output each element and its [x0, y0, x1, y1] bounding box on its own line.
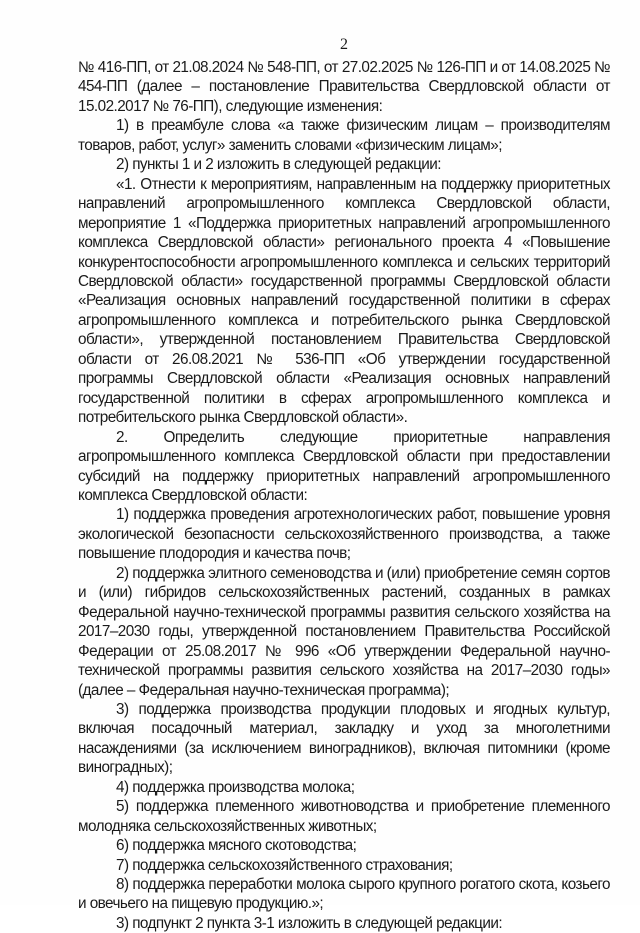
paragraph-clause-2: 2. Определить следующие приоритетные направления агропромышленного комплекса Свердловской области при предоставлении субсидий на поддержку приоритетных направлений агропромышленного комплекса Свердловской области: [78, 428, 610, 504]
list-item: 2) поддержка элитного семеноводства и (или) приобретение семян сортов и (или) гибридов сельскохозяйственных растений, созданных в рамках Федеральной научно-технической программы развития сельского хозяйства на 2017–2030 годы, утвержденной постановлением Правительства Российской Федерации от 25.08.2017 № 996 «Об утверждении Федеральной научно-технической программы развития сельского хозяйства на 2017–2030 годы» (далее – Федеральная научно-техническая программа); [78, 564, 610, 699]
paragraph-intro: № 416-ПП, от 21.08.2024 № 548-ПП, от 27.02.2025 № 126-ПП и от 14.08.2025 № 454-ПП (далее – постановление Правительства Свердловской области от 15.02.2017 № 76-ПП), следующие изменения: [78, 59, 610, 115]
list-item: 1) поддержка проведения агротехнологических работ, повышение уровня экологической безопасности сельскохозяйственного производства, а также повышение плодородия и качества почв; [78, 506, 610, 563]
paragraph-item-2-header: 2) пункты 1 и 2 изложить в следующей редакции: [116, 156, 441, 174]
paragraph-clause-1: «1. Отнести к мероприятиям, направленным на поддержку приоритетных направлений агропромышленного комплекса Свердловской области, мероприятие 1 «Поддержка приоритетных направлений агропромышленного комплекса Свердловской области» регионального проекта 4 «Повышение конкурентоспособности агропромышленного комплекса и сельских территорий Свердловской области» государственной программы Свердловской области «Реализация основных направлений государственной политики в сферах агропромышленного комплекса и потребительского рынка Свердловской области», утвержденной постановлением Правительства Свердловской области от 26.08.2021 № 536-ПП «Об утверждении государственной программы Свердловской области «Реализация основных направлений государственной политики в сферах агропромышленного комплекса и потребительского рынка Свердловской области». [78, 175, 610, 427]
paragraph-item-1-preamble: 1) в преамбуле слова «а также физическим лицам – производителям товаров, работ, услуг» заменить словами «физическим лицам»; [78, 117, 610, 154]
document-body [78, 58, 610, 933]
list-item: 3) поддержка производства продукции плодовых и ягодных культур, включая посадочный материал, закладку и уход за многолетними насаждениями (за исключением виноградников), включая питомники (кроме виноградных); [78, 700, 610, 777]
list-item: 6) поддержка мясного скотоводства; [116, 837, 357, 855]
list-item: 5) поддержка племенного животноводства и приобретение племенного молодняка сельскохозяйственных животных; [78, 798, 610, 835]
list-item: 8) поддержка переработки молока сырого крупного рогатого скота, козьего и овечьего на пищевую продукцию.»; [78, 876, 610, 913]
list-item: 4) поддержка производства молока; [116, 778, 355, 796]
list-item: 7) поддержка сельскохозяйственного страхования; [116, 856, 453, 874]
page-number: 2 [340, 36, 348, 53]
paragraph-item-3-header: 3) подпункт 2 пункта 3-1 изложить в следующей редакции: [116, 914, 503, 932]
